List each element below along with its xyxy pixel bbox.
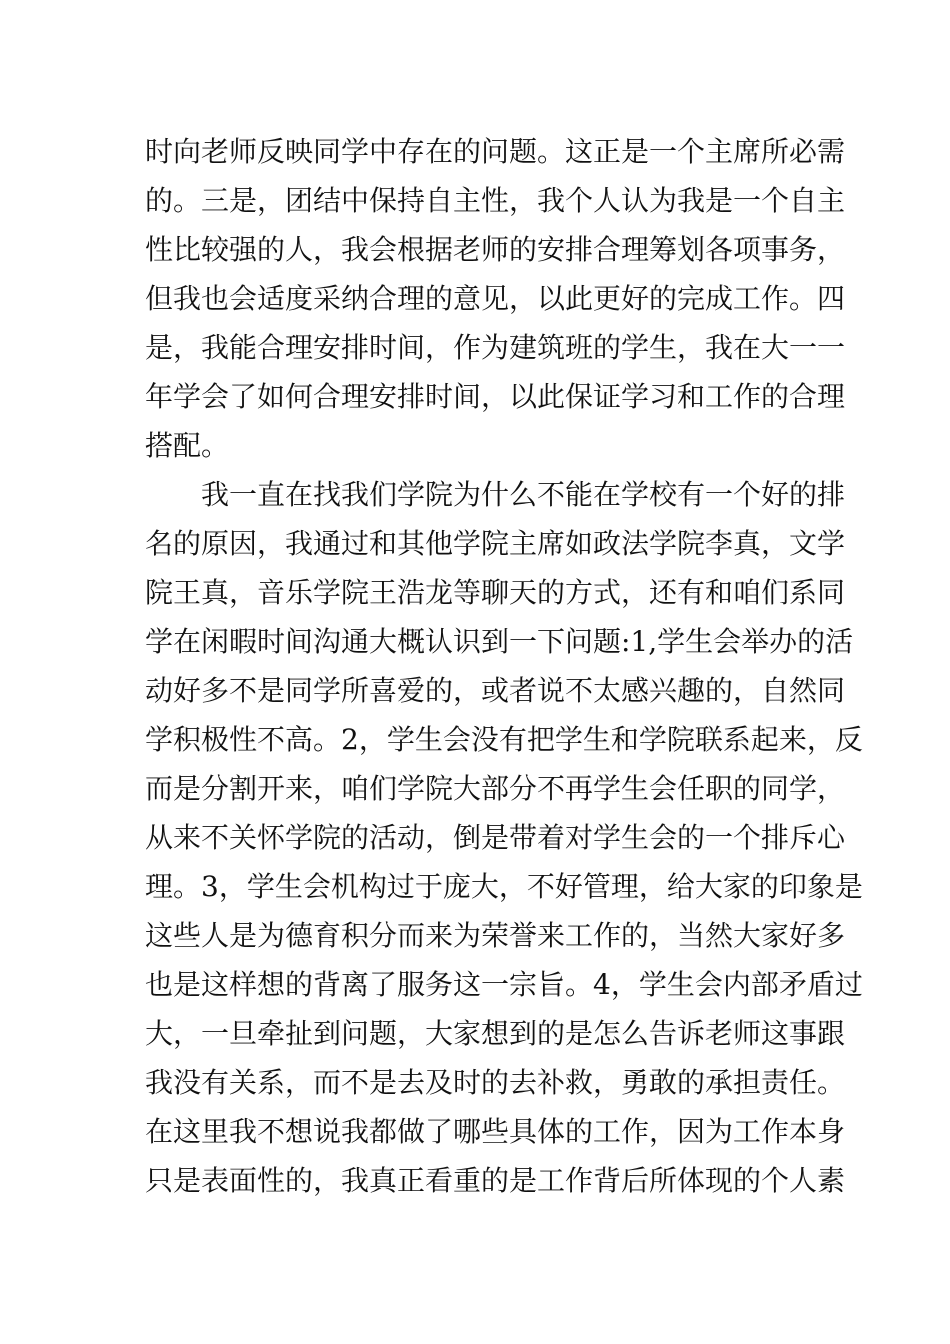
paragraph-1-line-2: 的。三是，团结中保持自主性，我个人认为我是一个自主 [145, 184, 846, 217]
paragraph-2-line-1: 我一直在找我们学院为什么不能在学校有一个好的排 [201, 478, 846, 511]
paragraph-2-line-15: 只是表面性的，我真正看重的是工作背后所体现的个人素 [145, 1164, 846, 1197]
paragraph-2-line-13: 我没有关系，而不是去及时的去补救，勇敢的承担责任。 [145, 1066, 846, 1099]
paragraph-2-line-7: 而是分割开来，咱们学院大部分不再学生会任职的同学， [145, 772, 846, 805]
paragraph-2-line-9: 理。3，学生会机构过于庞大，不好管理，给大家的印象是 [145, 870, 863, 903]
paragraph-2-line-6: 学积极性不高。2，学生会没有把学生和学院联系起来，反 [145, 723, 863, 756]
paragraph-2-line-8: 从来不关怀学院的活动，倒是带着对学生会的一个排斥心 [145, 821, 846, 854]
paragraph-2-line-5: 动好多不是同学所喜爱的，或者说不太感兴趣的，自然同 [145, 674, 846, 707]
paragraph-2-line-11: 也是这样想的背离了服务这一宗旨。4，学生会内部矛盾过 [145, 968, 863, 1001]
paragraph-1-line-1: 时向老师反映同学中存在的问题。这正是一个主席所必需 [145, 135, 846, 168]
paragraph-2-line-4: 学在闲暇时间沟通大概认识到一下问题:1,学生会举办的活 [145, 625, 854, 658]
paragraph-1-line-3: 性比较强的人，我会根据老师的安排合理筹划各项事务， [145, 233, 846, 266]
paragraph-2-line-14: 在这里我不想说我都做了哪些具体的工作，因为工作本身 [145, 1115, 846, 1148]
paragraph-2-line-3: 院王真，音乐学院王浩龙等聊天的方式，还有和咱们系同 [145, 576, 846, 609]
paragraph-1-line-7: 搭配。 [145, 429, 230, 462]
paragraph-2-line-2: 名的原因，我通过和其他学院主席如政法学院李真，文学 [145, 527, 846, 560]
paragraph-1-line-4: 但我也会适度采纳合理的意见，以此更好的完成工作。四 [145, 282, 846, 315]
paragraph-2-line-10: 这些人是为德育积分而来为荣誉来工作的，当然大家好多 [145, 919, 846, 952]
paragraph-2-line-12: 大，一旦牵扯到问题，大家想到的是怎么告诉老师这事跟 [145, 1017, 846, 1050]
paragraph-1-line-5: 是，我能合理安排时间，作为建筑班的学生，我在大一一 [145, 331, 846, 364]
paragraph-1-line-6: 年学会了如何合理安排时间，以此保证学习和工作的合理 [145, 380, 846, 413]
